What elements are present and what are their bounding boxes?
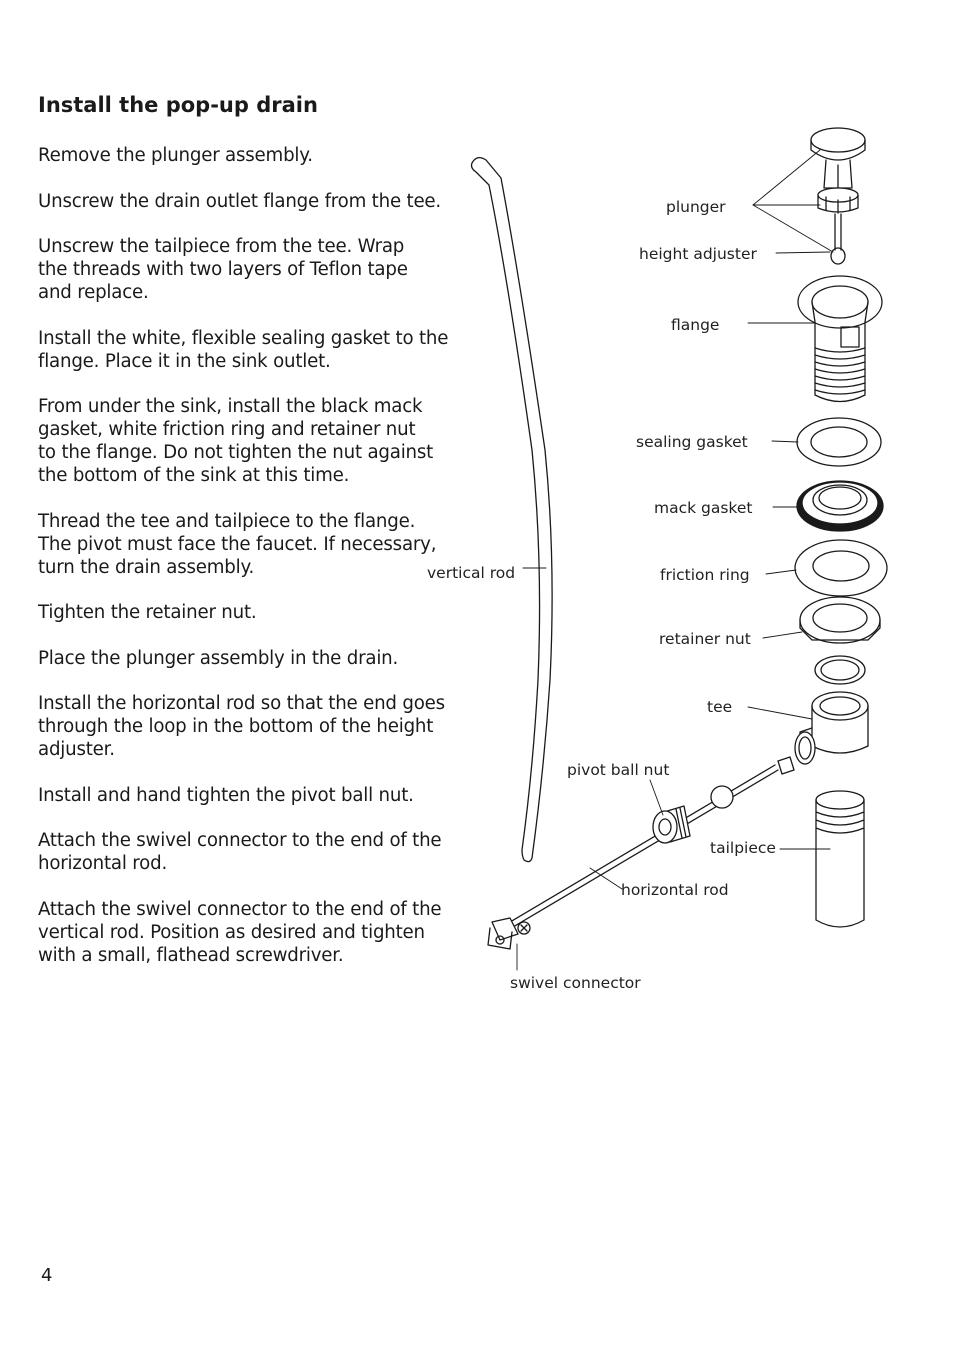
mack-gasket-part — [797, 481, 883, 531]
sealing-gasket-part — [797, 418, 881, 466]
step-line: gasket, white friction ring and retainer nut — [38, 419, 416, 440]
label-flange: flange — [671, 316, 720, 334]
step-line: Attach the swivel connector to the end of the — [38, 830, 442, 851]
label-vertical-rod: vertical rod — [427, 564, 516, 582]
step-line: vertical rod. Position as desired and tighten — [38, 921, 425, 943]
swivel-connector-part — [488, 918, 530, 949]
label-retainer-nut: retainer nut — [659, 630, 751, 648]
step-line: Attach the swivel connector to the end of the — [38, 898, 442, 920]
step-line: Install and hand tighten the pivot ball nut. — [38, 784, 414, 806]
step-line: The pivot must face the faucet. If necessary, — [38, 533, 437, 555]
step-line: Install the horizontal rod so that the end goes — [38, 693, 445, 714]
flange-part — [798, 276, 882, 402]
step-line: the bottom of the sink at this time. — [38, 465, 350, 486]
page-number: 4 — [41, 1265, 53, 1286]
step-line: From under the sink, install the black mack — [38, 396, 423, 417]
step-line: Unscrew the drain outlet flange from the tee. — [38, 190, 442, 212]
label-mack-gasket: mack gasket — [654, 499, 753, 517]
leader-lines — [517, 150, 833, 970]
tee-part — [795, 692, 868, 764]
label-plunger: plunger — [666, 198, 726, 216]
step-line: flange. Place it in the sink outlet. — [38, 350, 331, 372]
retainer-nut-part — [800, 597, 880, 643]
label-pivot-ball-nut: pivot ball nut — [567, 761, 670, 779]
step-line: Install the white, flexible sealing gasket to the — [38, 327, 449, 349]
friction-ring-part — [795, 540, 887, 596]
label-friction-ring: friction ring — [660, 566, 750, 584]
label-height-adjuster: height adjuster — [639, 245, 757, 263]
page-title: Install the pop-up drain — [38, 93, 318, 117]
step-line: Unscrew the tailpiece from the tee. Wrap — [38, 236, 405, 257]
label-tailpiece: tailpiece — [710, 839, 776, 857]
step-line: the threads with two layers of Teflon tape — [38, 259, 408, 280]
step-line: and replace. — [38, 282, 149, 303]
label-horizontal-rod: horizontal rod — [621, 881, 729, 899]
step-line: adjuster. — [38, 739, 115, 760]
tailpiece-part — [816, 791, 864, 927]
step-line: Tighten the retainer nut. — [38, 602, 257, 623]
step-line: with a small, flathead screwdriver. — [38, 944, 344, 966]
pivot-ball-nut-part — [653, 806, 690, 843]
step-line: horizontal rod. — [38, 853, 168, 874]
step-line: Place the plunger assembly in the drain. — [38, 647, 399, 669]
label-tee: tee — [707, 698, 733, 716]
step-line: through the loop in the bottom of the height — [38, 716, 434, 737]
step-line: Remove the plunger assembly. — [38, 145, 313, 166]
label-sealing-gasket: sealing gasket — [636, 433, 748, 451]
step-line: to the flange. Do not tighten the nut against — [38, 442, 434, 463]
vertical-rod — [472, 158, 553, 862]
o-ring-part — [815, 656, 865, 684]
label-swivel-connector: swivel connector — [510, 974, 641, 992]
step-line: turn the drain assembly. — [38, 556, 255, 578]
step-line: Thread the tee and tailpiece to the flange. — [38, 510, 416, 532]
